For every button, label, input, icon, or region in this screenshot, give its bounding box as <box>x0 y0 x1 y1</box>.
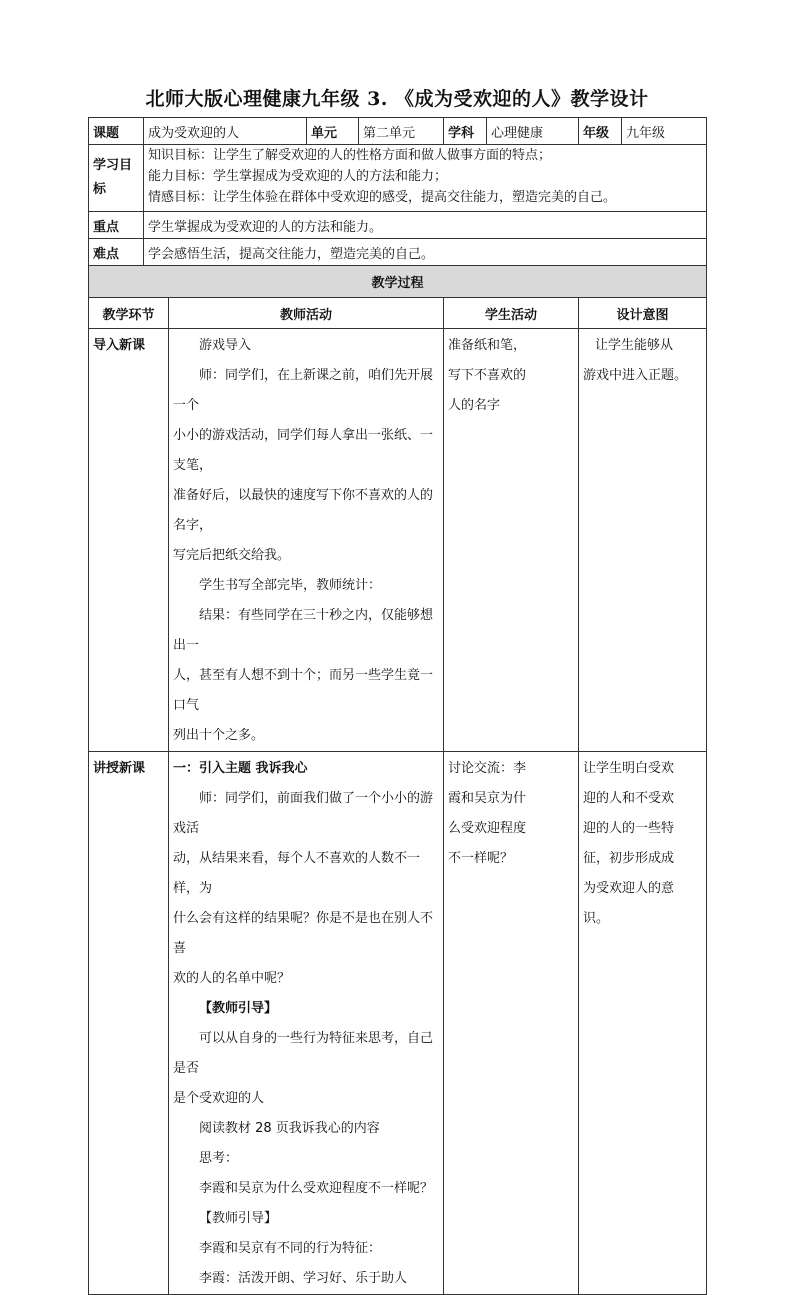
intro-teacher-line: 列出十个之多。 <box>173 728 265 743</box>
lesson-teacher-line: 可以从自身的一些行为特征来思考，自己是否 <box>173 1031 434 1076</box>
lesson-teacher-line: 什么会有这样的结果呢？你是不是也在别人不喜 <box>173 911 434 956</box>
lesson-teacher-line: 李霞和吴京有不同的行为特征： <box>199 1241 382 1256</box>
subject-value: 心理健康 <box>487 118 579 145</box>
unit-label: 单元 <box>307 118 359 145</box>
intro-row <box>89 329 707 752</box>
lesson-intent-line: 迎的人和不受欢 <box>583 791 675 806</box>
difficulty-label: 难点 <box>89 239 144 266</box>
intro-stage <box>89 329 169 752</box>
intro-intent-line: 让学生能够从 <box>595 338 674 353</box>
intro-teacher-line: 游戏导入 <box>199 338 252 353</box>
intro-teacher-line: 师：同学们，在上新课之前，咱们先开展一个 <box>173 368 434 413</box>
key-point-row <box>89 212 707 239</box>
lesson-student-line: 讨论交流：李 <box>448 761 527 776</box>
lesson-teacher-line: 思考： <box>199 1151 239 1166</box>
difficulty-value: 学会感悟生活，提高交往能力，塑造完美的自己。 <box>144 239 707 266</box>
lesson-intent-line: 为受欢迎人的意 <box>583 881 675 896</box>
intro-student-line: 写下不喜欢的 <box>448 368 527 383</box>
info-row <box>89 118 707 145</box>
lesson-design-intent <box>579 752 707 1295</box>
lesson-teacher-line: 动，从结果来看，每个人不喜欢的人数不一样，为 <box>173 851 421 896</box>
key-point-value: 学生掌握成为受欢迎的人的方法和能力。 <box>144 212 707 239</box>
unit-value: 第二单元 <box>359 118 444 145</box>
intro-teacher-line: 结果：有些同学在三十秒之内，仅能够想出一 <box>173 608 434 653</box>
col-stage: 教学环节 <box>89 298 169 329</box>
grade-value: 九年级 <box>622 118 707 145</box>
subject-label: 学科 <box>444 118 487 145</box>
goals-content <box>144 145 707 212</box>
lesson-intent-line: 让学生明白受欢 <box>583 761 675 776</box>
intro-student-line: 人的名字 <box>448 398 501 413</box>
lesson-stage <box>89 752 169 1295</box>
intro-teacher-line: 准备好后，以最快的速度写下你不喜欢的人的名字， <box>173 488 434 533</box>
lesson-section-heading: 一：引入主题 我诉我心 <box>173 761 308 776</box>
grade-label: 年级 <box>579 118 622 145</box>
teacher-guide-heading: 【教师引导】 <box>199 1001 278 1016</box>
intro-teacher-line: 学生书写全部完毕，教师统计： <box>199 578 382 593</box>
lesson-teacher-line: 欢的人的名单中呢？ <box>173 971 291 986</box>
goals-row <box>89 145 707 212</box>
lesson-intent-line: 迎的人的一些特 <box>583 821 675 836</box>
intro-teacher-activity <box>169 329 444 752</box>
lesson-plan-table <box>88 117 707 1295</box>
intro-student-activity <box>444 329 579 752</box>
col-student: 学生活动 <box>444 298 579 329</box>
difficulty-row <box>89 239 707 266</box>
key-point-label: 重点 <box>89 212 144 239</box>
topic-label: 课题 <box>89 118 144 145</box>
intro-teacher-line: 写完后把纸交给我。 <box>173 548 291 563</box>
lesson-intent-line: 征，初步形成成 <box>583 851 675 866</box>
lesson-teacher-activity <box>169 752 444 1295</box>
topic-value: 成为受欢迎的人 <box>144 118 307 145</box>
intro-stage-label: 导入新课 <box>93 338 146 353</box>
goals-label: 学习目标 <box>89 145 144 212</box>
lesson-row <box>89 752 707 1295</box>
col-teacher: 教师活动 <box>169 298 444 329</box>
intro-student-line: 准备纸和笔， <box>448 338 527 353</box>
lesson-student-line: 么受欢迎程度 <box>448 821 527 836</box>
page-title: 北师大版心理健康九年级 3. 《成为受欢迎的人》教学设计 <box>145 88 649 110</box>
goal-emotion: 情感目标：让学生体验在群体中受欢迎的感受，提高交往能力，塑造完美的自己。 <box>148 190 617 205</box>
col-intent: 设计意图 <box>579 298 707 329</box>
lesson-student-activity <box>444 752 579 1295</box>
goal-knowledge: 知识目标：让学生了解受欢迎的人的性格方面和做人做事方面的特点； <box>148 148 552 163</box>
lesson-teacher-line: 阅读教材 28 页我诉我心的内容 <box>199 1121 380 1136</box>
teacher-guide-heading: 【教师引导】 <box>199 1211 278 1226</box>
intro-teacher-line: 小小的游戏活动，同学们每人拿出一张纸、一支笔， <box>173 428 434 473</box>
lesson-teacher-line: 是个受欢迎的人 <box>173 1091 265 1106</box>
goal-ability: 能力目标：学生掌握成为受欢迎的人的方法和能力； <box>148 169 448 184</box>
lesson-stage-label: 讲授新课 <box>93 761 146 776</box>
intro-design-intent <box>579 329 707 752</box>
lesson-student-line: 霞和吴京为什 <box>448 791 527 806</box>
intro-intent-line: 游戏中进入正题。 <box>583 368 688 383</box>
process-header: 教学过程 <box>89 266 707 298</box>
lesson-intent-line: 识。 <box>583 911 610 926</box>
lesson-teacher-line: 师：同学们，前面我们做了一个小小的游戏活 <box>173 791 434 836</box>
lesson-teacher-line: 李霞和吴京为什么受欢迎程度不一样呢？ <box>199 1181 434 1196</box>
lesson-student-line: 不一样呢？ <box>448 851 514 866</box>
column-header-row <box>89 298 707 329</box>
process-header-row <box>89 266 707 298</box>
intro-teacher-line: 人，甚至有人想不到十个；而另一些学生竟一口气 <box>173 668 434 713</box>
lesson-teacher-line: 李霞：活泼开朗、学习好、乐于助人 <box>199 1271 408 1286</box>
